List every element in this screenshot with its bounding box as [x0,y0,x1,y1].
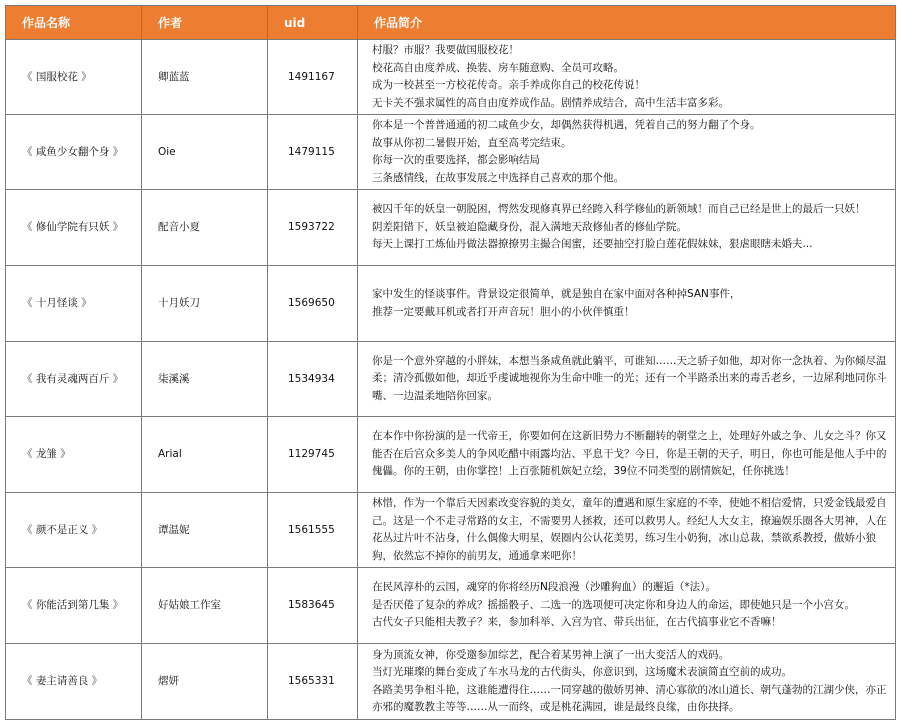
work-intro [358,493,896,568]
work-uid: 1491167 [268,40,358,115]
work-title: 《 龙雏 》 [6,417,142,493]
intro-line: 当灯光璀璨的舞台变成了车水马龙的古代街头，你意识到，这场魔术表演简直空前的成功。 [372,666,792,678]
intro-line: 故事从你初二暑假开始，直至高考完结束。 [372,136,572,149]
table-row [6,644,896,720]
table-row [6,342,896,417]
work-author: 十月妖刀 [142,266,268,342]
work-uid: 1565331 [268,644,358,720]
intro-line: 是否厌倦了复杂的养成？摇摇骰子、二选一的选项便可决定你和身边人的命运，即使她只是一个小宫女。 [372,598,855,611]
intro-line: 你每一次的重要选择，都会影响结局 [372,154,540,166]
header-uid: uid [268,6,358,40]
header-author: 作者 [142,6,268,40]
work-author: 谭温妮 [142,493,268,568]
work-uid: 1479115 [268,115,358,190]
work-uid: 1593722 [268,190,358,266]
work-intro [358,417,896,493]
table-row [6,417,896,493]
table-row [6,568,896,644]
intro-line: 无卡关不强求属性的高自由度养成作品。剧情养成结合，高中生活丰富多彩。 [372,96,729,109]
intro-line: 在本作中你扮演的是一代帝王，你要如何在这新旧势力不断翻转的朝堂之上，处理好外戚之争、儿女之斗？你又能否在后宫众多美人的争风吃醋中雨露均沾、平息干戈？今日，你是王朝的天子，明日，你也可能是他人手中的傀儡。你的王朝，由你掌控！上百张随机嫔妃立绘，39位不同类型的剧情嫔妃，任你挑选！ [372,430,887,478]
work-intro [358,644,896,720]
intro-line: 三条感情线，在故事发展之中选择自己喜欢的那个他。 [372,171,624,184]
table-row [6,266,896,342]
intro-line: 成为一校甚至一方校花传奇。亲手养成你自己的校花传说！ [372,79,645,91]
work-intro [358,568,896,644]
work-uid: 1583645 [268,568,358,644]
work-author: Oie [142,115,268,190]
intro-line: 阴差阳错下，妖皇被迫隐藏身份，混入满地天敌修仙者的修仙学院。 [372,220,687,233]
table-row [6,190,896,266]
header-title: 作品名称 [6,6,142,40]
intro-line: 身为顶流女神，你受邀参加综艺，配合着某男神上演了一出大变活人的戏码。 [372,648,729,661]
work-author: 卿蓝蓝 [142,40,268,115]
work-title: 《 颜不是正义 》 [6,493,142,568]
intro-line: 每天上课打工炼仙丹做法器撩撩男主撮合闺蜜，还要抽空打脸白莲花假妹妹，狠虐眼瞎未婚夫... [372,238,813,251]
header-intro: 作品简介 [358,6,896,40]
work-author: 好姑娘工作室 [142,568,268,644]
table-row [6,40,896,115]
work-title: 《 修仙学院有只妖 》 [6,190,142,266]
work-intro [358,115,896,190]
work-intro [358,266,896,342]
work-intro [358,190,896,266]
work-author: Arial [142,417,268,493]
work-title: 《 我有灵魂两百斤 》 [6,342,142,417]
table-row [6,115,896,190]
intro-line: 村服？市服？我要做国服校花！ [372,44,519,56]
work-uid: 1561555 [268,493,358,568]
intro-line: 你是一个意外穿越的小胖妹，本想当条咸鱼就此躺平，可谁知……天之骄子如他，却对你一念执着、为你倾尽温柔；清冷孤傲如他，却近乎虔诚地视你为生命中唯一的光；还有一个半路杀出来的毒舌老乡，一边犀利地同你斗嘴、一边温柔地陪你回家。 [372,354,887,402]
work-author: 柒溪溪 [142,342,268,417]
work-author: 配音小夏 [142,190,268,266]
work-title: 《 国服校花 》 [6,40,142,115]
work-uid: 1129745 [268,417,358,493]
intro-line: 家中发生的怪谈事件。背景设定很简单，就是独自在家中面对各种掉SAN事件， [372,288,741,300]
table-header [6,6,896,40]
work-title: 《 咸鱼少女翻个身 》 [6,115,142,190]
table-row [6,493,896,568]
intro-line: 林惜，作为一个靠后天因素改变容貌的美女，童年的遭遇和原生家庭的不幸，使她不相信爱情，只爱金钱最爱自己。这是一个不走寻常路的女主，不需要男人拯救，还可以救男人。经纪人大女主，撩遍娱乐圈各大男神，人在花丛过片叶不沾身，什么偶像大明星，娱圈内公认花美男，练习生小奶狗，冰山总裁，禁欲系教授，傲娇小狼狗，依然忘不掉你的前男友，通通拿来吧你！ [372,497,887,562]
intro-line: 被囚千年的妖皇一朝脱困，愕然发现修真界已经跨入科学修仙的新领域！而自己已经是世上的最后一只妖！ [372,203,866,216]
work-uid: 1569650 [268,266,358,342]
work-title: 《 妻主请善良 》 [6,644,142,720]
work-author: 熠妍 [142,644,268,720]
work-intro [358,342,896,417]
work-title: 《 十月怪谈 》 [6,266,142,342]
work-intro [358,40,896,115]
intro-line: 各路美男争相斗艳，这谁能遭得住……一同穿越的傲娇男神、清心寡欲的冰山道长、朝气蓬勃的江湖少侠，亦正亦邪的魔教教主等等……从一而终，或是桃花满园，谁是最终良缘，由你抉择。 [372,683,887,713]
intro-line: 古代女子只能相夫教子？来，参加科举、入宫为官、带兵出征，在古代搞事业它不香嘛！ [372,616,782,629]
intro-line: 校花高自由度养成、换装、房车随意购、全员可攻略。 [372,61,624,74]
intro-line: 推荐一定要戴耳机或者打开声音玩！胆小的小伙伴慎重！ [372,305,635,318]
work-title: 《 你能活到第几集 》 [6,568,142,644]
works-table [5,5,896,720]
intro-line: 在民风淳朴的云国，魂穿的你将经历N段浪漫（沙雕狗血）的邂逅（*法）。 [372,581,716,594]
intro-line: 你本是一个普普通通的初二咸鱼少女，却偶然获得机遇，凭着自己的努力翻了个身。 [372,119,761,131]
work-uid: 1534934 [268,342,358,417]
